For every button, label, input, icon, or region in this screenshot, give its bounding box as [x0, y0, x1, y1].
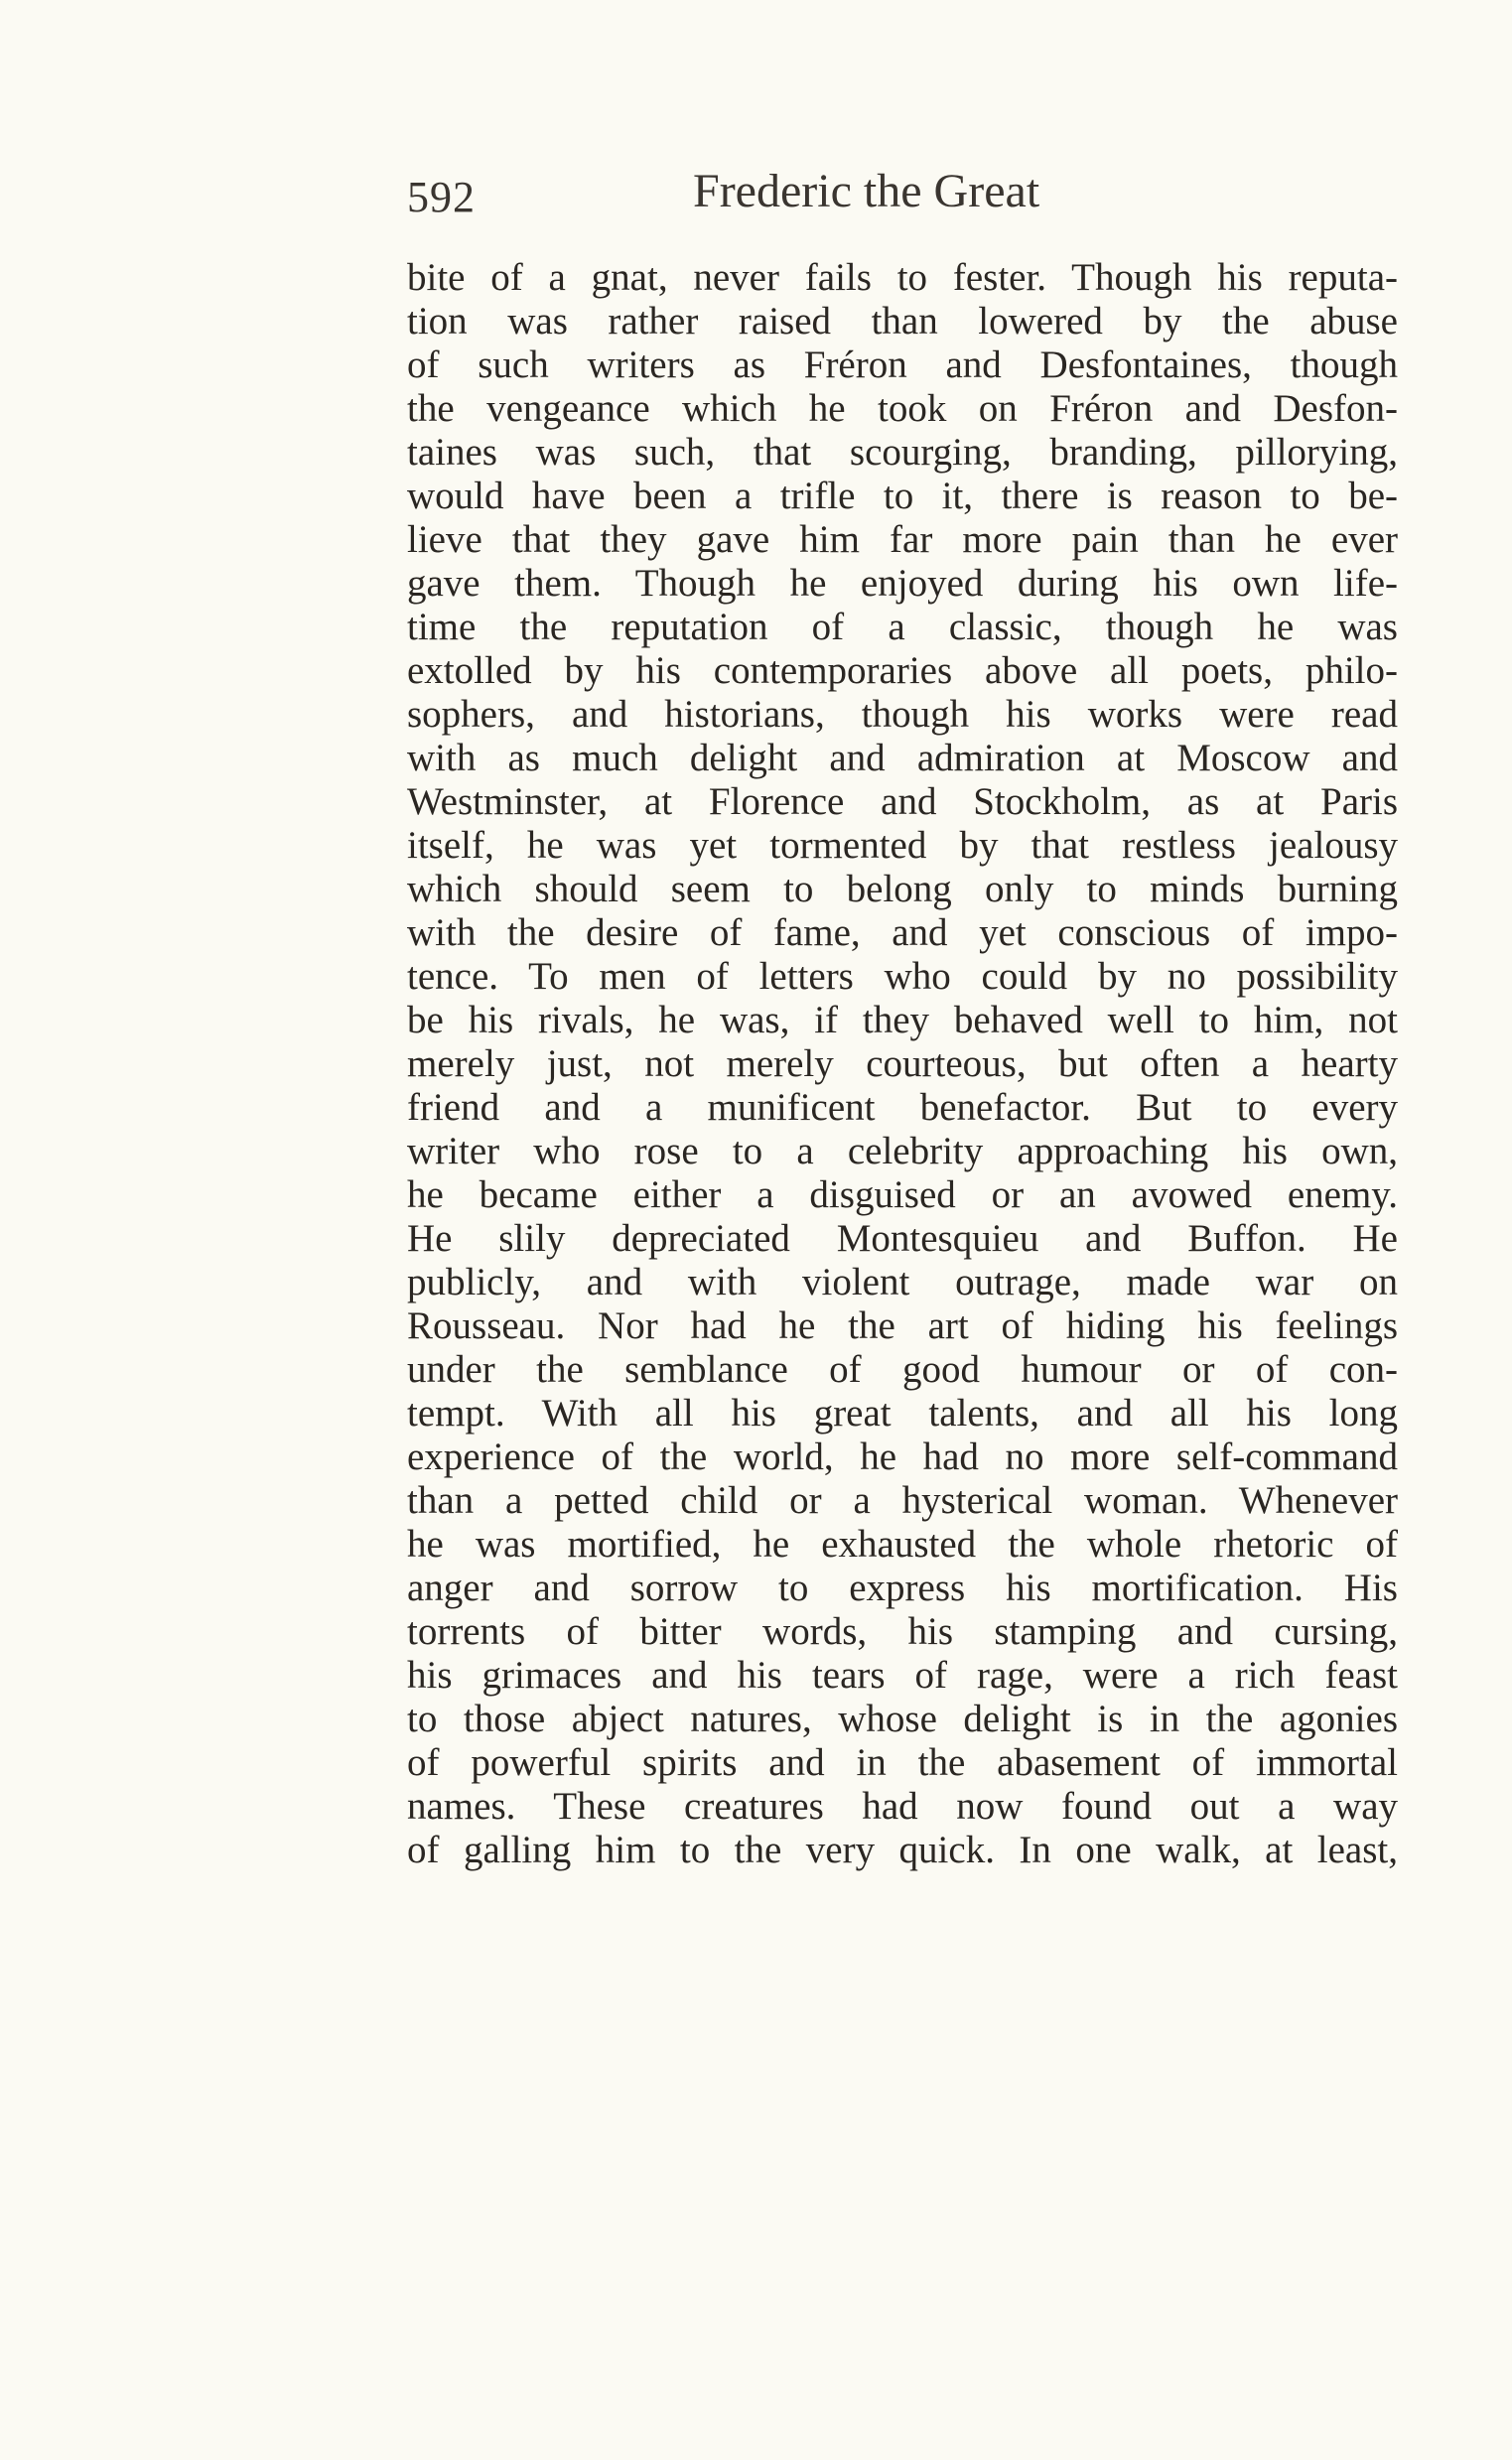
- text-line: would have been a trifle to it, there is reason to be-: [407, 475, 1398, 517]
- text-line: of powerful spirits and in the abasement of immortal: [407, 1741, 1398, 1784]
- text-line: the vengeance which he took on Fréron and Desfon-: [407, 387, 1398, 430]
- running-head: [407, 164, 1112, 223]
- text-line: torrents of bitter words, his stamping and cursing,: [407, 1610, 1398, 1653]
- text-line: friend and a munificent benefactor. But to every: [407, 1086, 1398, 1129]
- text-line: tence. To men of letters who could by no possibility: [407, 955, 1398, 998]
- text-line: sophers, and historians, though his works were read: [407, 693, 1398, 736]
- text-line: of galling him to the very quick. In one walk, at least,: [407, 1829, 1398, 1871]
- text-line: Westminster, at Florence and Stockholm, as at Paris: [407, 780, 1398, 823]
- text-line: bite of a gnat, never fails to fester. Though his reputa-: [407, 256, 1398, 299]
- text-line: to those abject natures, whose delight is in the agonies: [407, 1698, 1398, 1740]
- text-line: anger and sorrow to express his mortification. His: [407, 1567, 1398, 1609]
- text-line: than a petted child or a hysterical woman. Whenever: [407, 1479, 1398, 1522]
- text-line: merely just, not merely courteous, but often a hearty: [407, 1042, 1398, 1085]
- text-line: extolled by his contemporaries above all poets, philo-: [407, 649, 1398, 692]
- text-line: he became either a disguised or an avowed enemy.: [407, 1173, 1398, 1216]
- running-title: Frederic the Great: [693, 165, 1040, 217]
- text-line: he was mortified, he exhausted the whole rhetoric of: [407, 1523, 1398, 1566]
- text-line: lieve that they gave him far more pain than he ever: [407, 518, 1398, 561]
- text-line: be his rivals, he was, if they behaved well to him, not: [407, 999, 1398, 1041]
- text-line: with as much delight and admiration at Moscow and: [407, 737, 1398, 779]
- text-line: He slily depreciated Montesquieu and Buffon. He: [407, 1217, 1398, 1260]
- text-line: with the desire of fame, and yet conscious of impo-: [407, 911, 1398, 954]
- text-line: which should seem to belong only to minds burning: [407, 868, 1398, 910]
- text-line: tion was rather raised than lowered by the abuse: [407, 300, 1398, 342]
- text-line: Rousseau. Nor had he the art of hiding his feelings: [407, 1304, 1398, 1347]
- text-line: writer who rose to a celebrity approaching his own,: [407, 1130, 1398, 1172]
- text-line: experience of the world, he had no more self-command: [407, 1435, 1398, 1478]
- text-line: taines was such, that scourging, branding, pillorying,: [407, 431, 1398, 474]
- text-line: publicly, and with violent outrage, made war on: [407, 1261, 1398, 1303]
- text-line: of such writers as Fréron and Desfontaines, though: [407, 343, 1398, 386]
- text-line: itself, he was yet tormented by that restless jealousy: [407, 824, 1398, 867]
- text-line: names. These creatures had now found out a way: [407, 1785, 1398, 1828]
- text-line: tempt. With all his great talents, and all his long: [407, 1392, 1398, 1435]
- text-line: gave them. Though he enjoyed during his own life-: [407, 562, 1398, 605]
- text-line: under the semblance of good humour or of con-: [407, 1348, 1398, 1391]
- text-line: time the reputation of a classic, though he was: [407, 606, 1398, 648]
- text-line: his grimaces and his tears of rage, were a rich feast: [407, 1654, 1398, 1697]
- page-number: 592: [407, 173, 476, 221]
- body-text: [407, 256, 1398, 1872]
